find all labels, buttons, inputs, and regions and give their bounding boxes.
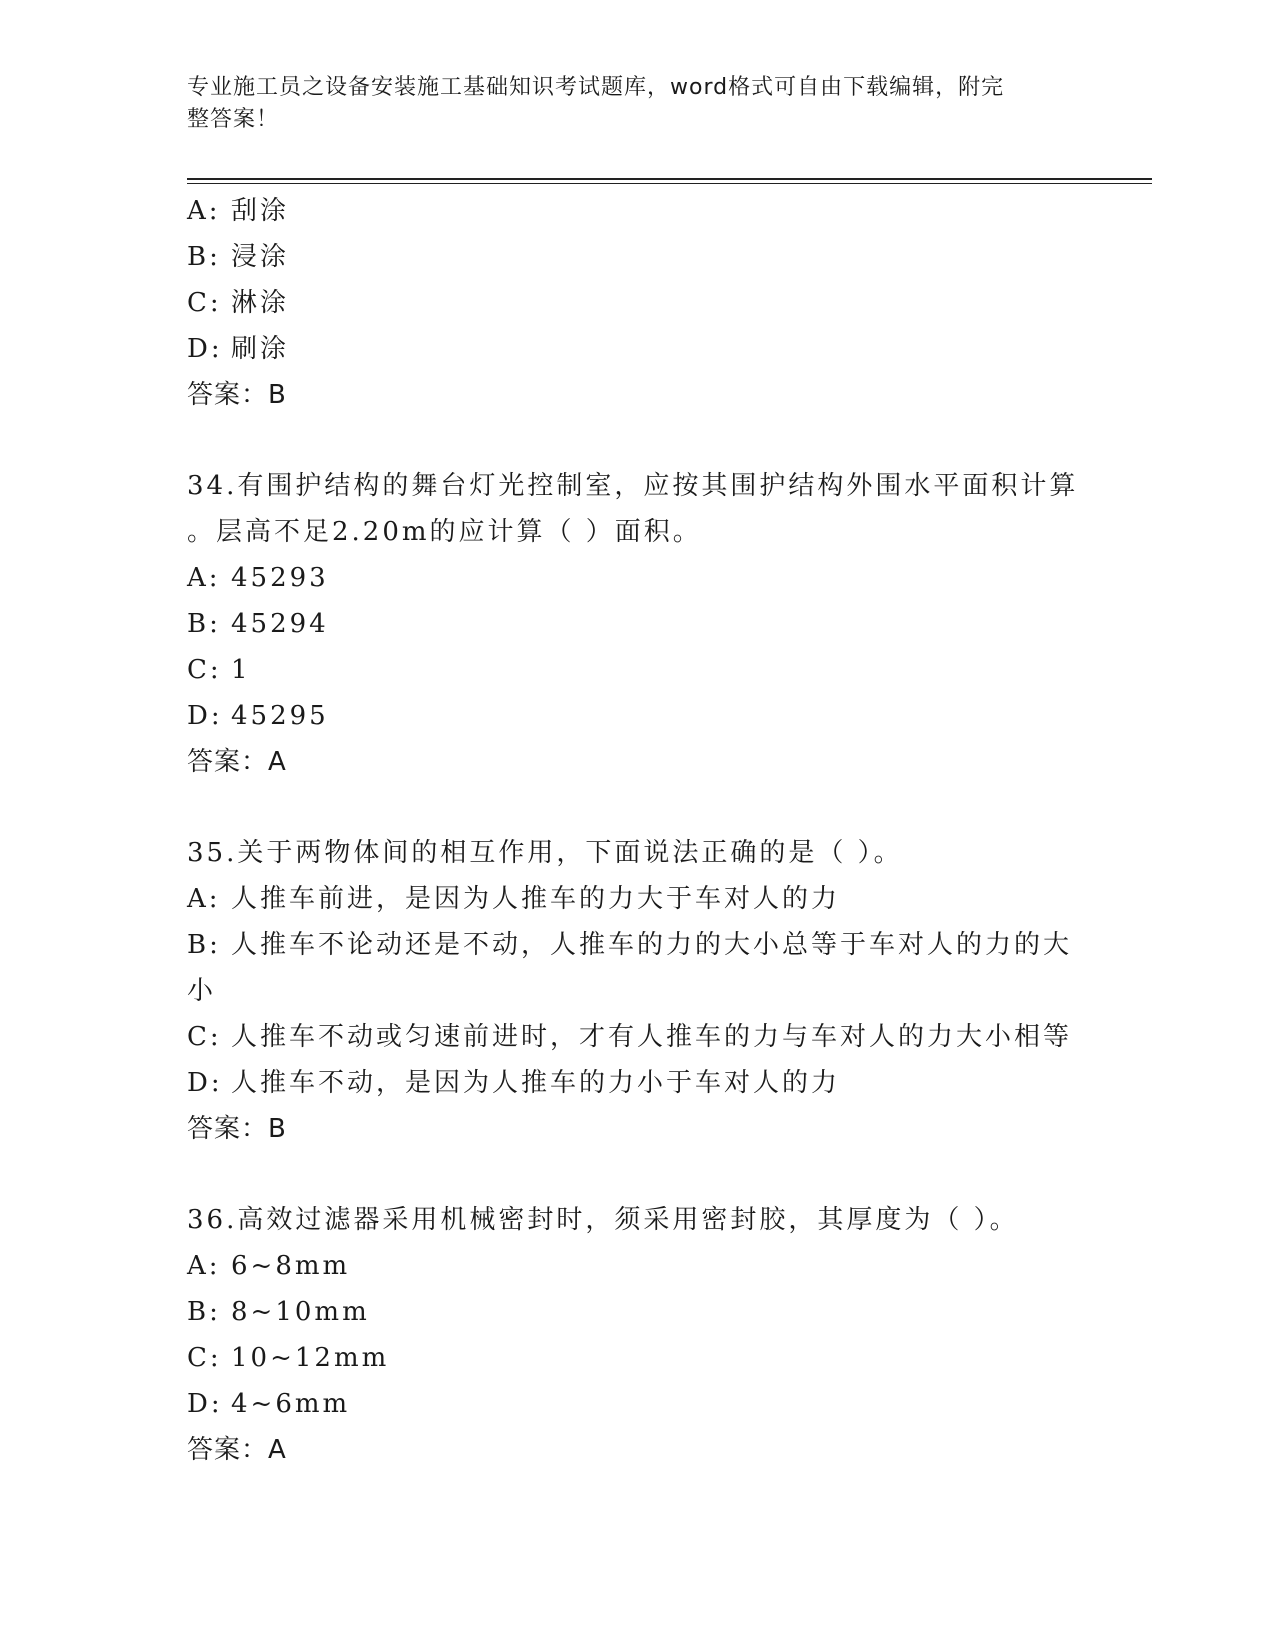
- option-d: D: 4~6mm: [187, 1389, 351, 1419]
- question-stem: 35.关于两物体间的相互作用，下面说法正确的是（ ）。: [187, 838, 903, 868]
- question-35: [187, 830, 1087, 1152]
- option-b-continued: 小: [187, 976, 217, 1006]
- option-c: C: 人推车不动或匀速前进时，才有人推车的力与车对人的力大小相等: [187, 1022, 1073, 1052]
- answer: 答案：A: [187, 747, 287, 777]
- option-b: B: 人推车不论动还是不动，人推车的力的大小总等于车对人的力的大: [187, 930, 1073, 960]
- answer: 答案：B: [187, 1114, 287, 1144]
- option-c: C: 淋涂: [187, 288, 290, 318]
- question-36: [187, 1197, 1087, 1473]
- header-line-2: 整答案！: [187, 107, 280, 132]
- option-a: A: 45293: [187, 563, 329, 593]
- option-b: B: 8~10mm: [187, 1297, 370, 1327]
- option-d: D: 45295: [187, 701, 329, 731]
- option-b: B: 浸涂: [187, 242, 290, 272]
- option-c: C: 10~12mm: [187, 1343, 390, 1373]
- answer: 答案：B: [187, 380, 287, 410]
- spacer: [187, 418, 1087, 463]
- option-b: B: 45294: [187, 609, 329, 639]
- option-a: A: 6~8mm: [187, 1251, 351, 1281]
- option-c: C: 1: [187, 655, 251, 685]
- option-a: A: 刮涂: [187, 196, 290, 226]
- answer: 答案：A: [187, 1435, 287, 1465]
- header-divider-thin: [187, 183, 1152, 184]
- option-d: D: 人推车不动，是因为人推车的力小于车对人的力: [187, 1068, 841, 1098]
- header-divider-thick: [187, 178, 1152, 180]
- question-stem-line-2: 。层高不足2.20m的应计算（ ）面积。: [187, 517, 702, 547]
- question-33: [187, 188, 1087, 418]
- question-34: [187, 463, 1087, 785]
- option-d: D: 刷涂: [187, 334, 290, 364]
- question-stem: 36.高效过滤器采用机械密封时，须采用密封胶，其厚度为（ ）。: [187, 1205, 1019, 1235]
- spacer: [187, 1152, 1087, 1197]
- spacer: [187, 785, 1087, 830]
- header-line-1: 专业施工员之设备安装施工基础知识考试题库，word格式可自由下载编辑，附完: [187, 75, 1005, 100]
- option-a: A: 人推车前进，是因为人推车的力大于车对人的力: [187, 884, 841, 914]
- question-stem-line-1: 34.有围护结构的舞台灯光控制室，应按其围护结构外围水平面积计算: [187, 471, 1079, 501]
- document-header: [187, 72, 1067, 136]
- question-list: [187, 188, 1087, 1473]
